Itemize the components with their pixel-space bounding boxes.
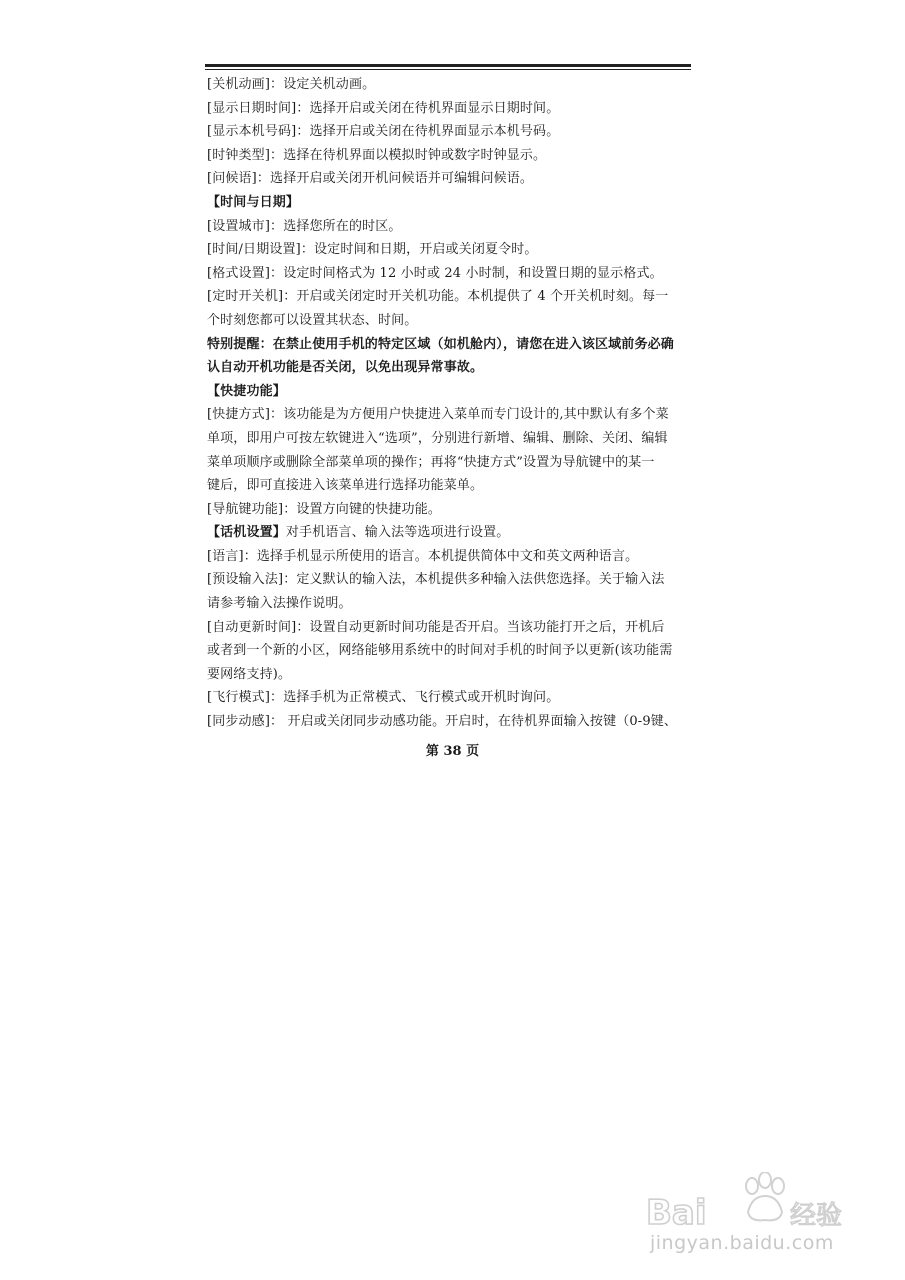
text-line: [语言]：选择手机显示所使用的语言。本机提供简体中文和英文两种语言。 xyxy=(207,548,639,564)
text-line: 对手机语言、输入法等选项进行设置。 xyxy=(285,525,510,541)
svg-text:Bai: Bai xyxy=(646,1193,707,1232)
text-line: [飞行模式]：选择手机为正常模式、飞行模式或开机时询问。 xyxy=(207,690,560,706)
text-line: [格式设置]：设定时间格式为 12 小时或 24 小时制，和设置日期的显示格式。 xyxy=(207,265,663,281)
text-line: [时间/日期设置]：设定时间和日期，开启或关闭夏令时。 xyxy=(207,242,538,258)
text-line: [时钟类型]：选择在待机界面以模拟时钟或数字时钟显示。 xyxy=(207,147,547,163)
section-heading-time-date: 【时间与日期】 xyxy=(207,194,300,210)
special-notice: 特别提醒：在禁止使用手机的特定区域（如机舱内），请您在进入该区域前务必确 xyxy=(207,336,674,352)
section-phone-settings xyxy=(207,521,697,545)
watermark-url: jingyan.baidu.com xyxy=(650,1232,834,1254)
text-line: [问候语]：选择开启或关闭开机问候语并可编辑问候语。 xyxy=(207,171,534,187)
baidu-jingyan-watermark-logo xyxy=(640,1172,860,1272)
section-heading-phone-settings: 【话机设置】 xyxy=(207,525,286,541)
text-line: [同步动感]： 开启或关闭同步动感功能。开启时，在待机界面输入按键（0-9键、 xyxy=(207,714,678,730)
text-line: 键后，即可直接进入该菜单进行选择功能菜单。 xyxy=(207,478,484,494)
document-body xyxy=(207,73,697,734)
text-line: 或者到一个新的小区，网络能够用系统中的时间对手机的时间予以更新(该功能需 xyxy=(207,643,673,659)
text-line: [定时开关机]：开启或关闭定时开关机功能。本机提供了 4 个开关机时刻。每一 xyxy=(207,289,669,305)
text-line: [设置城市]：选择您所在的时区。 xyxy=(207,218,402,234)
text-line: [显示本机号码]：选择开启或关闭在待机界面显示本机号码。 xyxy=(207,124,560,140)
special-notice-cont: 认自动开机功能是否关闭，以免出现异常事故。 xyxy=(207,360,484,376)
text-line: [导航键功能]：设置方向键的快捷功能。 xyxy=(207,501,441,517)
text-line: [显示日期时间]：选择开启或关闭在待机界面显示日期时间。 xyxy=(207,100,560,116)
text-line: [预设输入法]：定义默认的输入法，本机提供多种输入法供您选择。关于输入法 xyxy=(207,572,665,588)
paw-icon xyxy=(640,1172,860,1232)
header-rule-thin xyxy=(205,69,691,70)
text-line: 单项，即用户可按左软键进入“选项”，分别进行新增、编辑、删除、关闭、编辑 xyxy=(207,430,668,446)
text-line: [快捷方式]：该功能是为方便用户快捷进入菜单而专门设计的,其中默认有多个菜 xyxy=(207,407,669,423)
text-line: 菜单项顺序或删除全部菜单项的操作；再将“快捷方式”设置为导航键中的某一 xyxy=(207,454,655,470)
page-number: 第 38 页 xyxy=(425,744,480,759)
text-line: 要网络支持)。 xyxy=(207,666,292,682)
header-rule-thick xyxy=(205,64,691,67)
text-line: [关机动画]：设定关机动画。 xyxy=(207,77,376,92)
svg-text:经验: 经验 xyxy=(790,1201,843,1231)
text-line: [自动更新时间]：设置自动更新时间功能是否开启。当该功能打开之后，开机后 xyxy=(207,619,665,635)
text-line: 请参考输入法操作说明。 xyxy=(207,596,352,612)
section-heading-shortcuts: 【快捷功能】 xyxy=(207,383,286,399)
text-line: 个时刻您都可以设置其状态、时间。 xyxy=(207,312,418,328)
